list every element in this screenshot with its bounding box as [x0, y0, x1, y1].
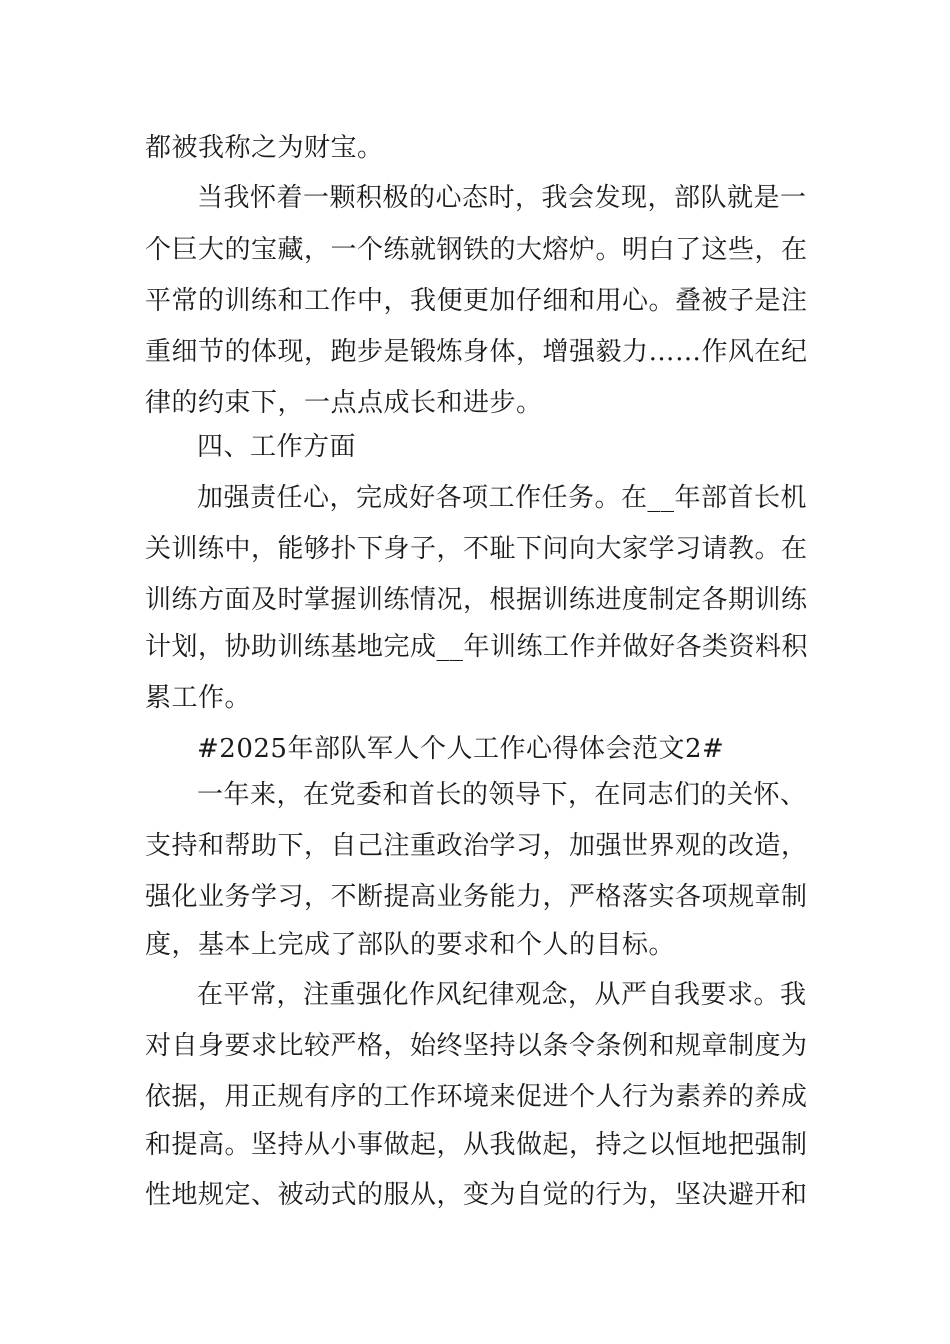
text-line: 对自身要求比较严格，始终坚持以条令条例和规章制度为 [145, 1031, 808, 1061]
text-line: 重细节的体现，跑步是锻炼身体，增强毅力……作风在纪 [145, 337, 808, 367]
text-line: 依据，用正规有序的工作环境来促进个人行为素养的养成 [145, 1082, 808, 1112]
text-line: 累工作。 [145, 683, 252, 713]
paragraph-line: 一年来，在党委和首长的领导下，在同志们的关怀、 [197, 780, 807, 810]
paragraph-line: 在平常，注重强化作风纪律观念，从严自我要求。我 [197, 980, 807, 1010]
text-line: 计划，协助训练基地完成__年训练工作并做好各类资料积 [145, 632, 809, 662]
text-line: 强化业务学习，不断提高业务能力，严格落实各项规章制 [145, 882, 808, 912]
text-line: 和提高。坚持从小事做起，从我做起，持之以恒地把强制 [145, 1130, 808, 1160]
text-line: 性地规定、被动式的服从，变为自觉的行为，坚决避开和 [145, 1180, 808, 1210]
text-line: 支持和帮助下，自己注重政治学习，加强世界观的改造， [145, 831, 808, 861]
text-line: 训练方面及时掌握训练情况，根据训练进度制定各期训练 [145, 585, 808, 615]
text-line: 平常的训练和工作中，我便更加仔细和用心。叠被子是注 [145, 286, 808, 316]
article-title: #2025年部队军人个人工作心得体会范文2# [197, 734, 725, 764]
text-line: 度，基本上完成了部队的要求和个人的目标。 [145, 930, 676, 960]
section-heading: 四、工作方面 [197, 432, 357, 462]
paragraph-line: 当我怀着一颗积极的心态时，我会发现，部队就是一 [197, 183, 807, 213]
text-line: 都被我称之为财宝。 [145, 133, 384, 163]
text-line: 律的约束下，一点点成长和进步。 [145, 388, 543, 418]
text-line: 个巨大的宝藏，一个练就钢铁的大熔炉。明白了这些，在 [145, 235, 808, 265]
text-line: 关训练中，能够扑下身子，不耻下问向大家学习请教。在 [145, 534, 808, 564]
paragraph-line: 加强责任心，完成好各项工作任务。在__年部首长机 [197, 483, 808, 513]
